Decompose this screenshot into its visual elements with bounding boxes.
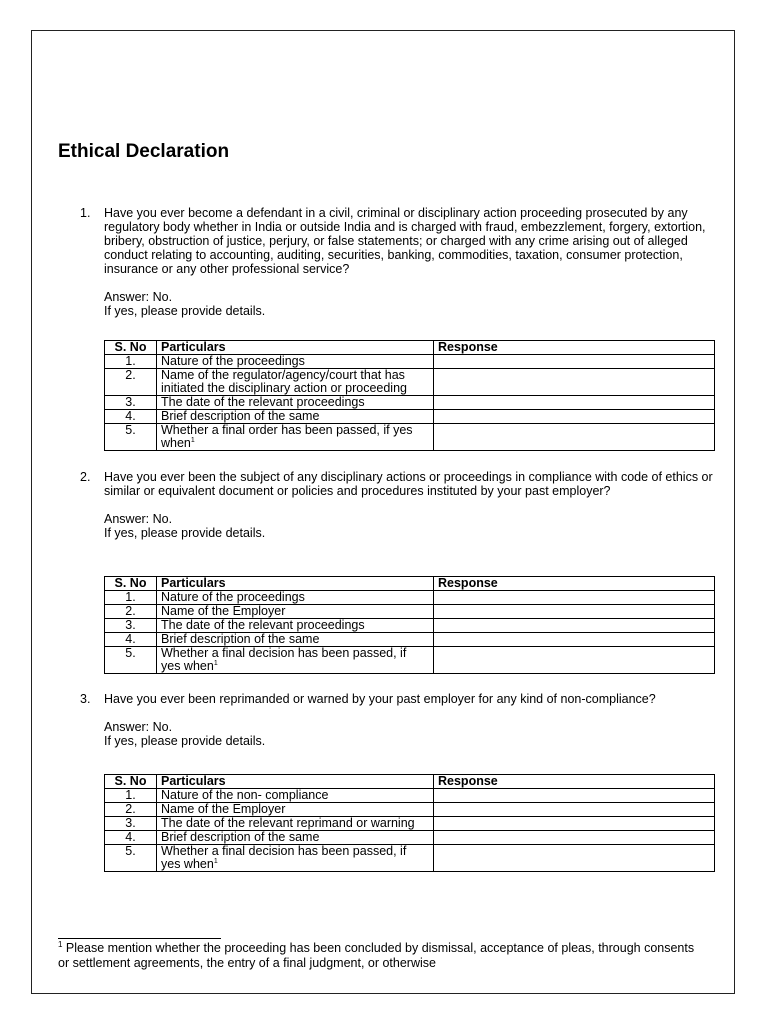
header-response: Response	[434, 341, 715, 355]
row-sno: 5.	[105, 424, 157, 451]
table-row	[105, 831, 715, 845]
row-particular: The date of the relevant reprimand or warning	[157, 817, 434, 831]
row-sno: 3.	[105, 817, 157, 831]
details-table-1	[104, 340, 715, 451]
question-text: Have you ever become a defendant in a civil, criminal or disciplinary action proceeding prosecuted by any regulatory body whether in India or outside India and is charged with fraud, embezzlement, forgery, extortion, bribery, obstruction of justice, perjury, or false statements; or charged with any crime arising out of alleged conduct relating to accounting, auditing, securities, banking, commodities, taxation, consumer protection, insurance or any other professional service?	[104, 206, 706, 276]
header-particulars: Particulars	[157, 775, 434, 789]
response-cell[interactable]	[434, 355, 715, 369]
row-sno: 4.	[105, 633, 157, 647]
row-sno: 2.	[105, 605, 157, 619]
table-row	[105, 605, 715, 619]
response-cell[interactable]	[434, 369, 715, 396]
table-row	[105, 845, 715, 872]
details-table-3	[104, 774, 715, 872]
response-cell[interactable]	[434, 619, 715, 633]
response-cell[interactable]	[434, 591, 715, 605]
row-sno: 2.	[105, 803, 157, 817]
table-header-row	[105, 775, 715, 789]
row-particular: Name of the Employer	[157, 803, 434, 817]
response-cell[interactable]	[434, 647, 715, 674]
table-row	[105, 817, 715, 831]
table-row	[105, 619, 715, 633]
footnote-ref: 1	[213, 857, 218, 865]
table-row	[105, 633, 715, 647]
answer-text: Answer: No.	[104, 290, 173, 304]
response-cell[interactable]	[434, 789, 715, 803]
row-particular: Brief description of the same	[157, 831, 434, 845]
question-number: 3.	[80, 692, 91, 706]
row-particular: Nature of the proceedings	[157, 355, 434, 369]
table-row	[105, 789, 715, 803]
table-row	[105, 803, 715, 817]
row-particular	[157, 424, 434, 451]
footnote-ref: 1	[190, 436, 195, 444]
table-header-row	[105, 577, 715, 591]
row-sno: 2.	[105, 369, 157, 396]
row-particular: Name of the Employer	[157, 605, 434, 619]
row-sno: 5.	[105, 845, 157, 872]
particular-text: Whether a final decision has been passed, if yes when	[161, 646, 407, 673]
table-row	[105, 424, 715, 451]
row-sno: 1.	[105, 355, 157, 369]
header-response: Response	[434, 577, 715, 591]
row-particular	[157, 845, 434, 872]
response-cell[interactable]	[434, 817, 715, 831]
footnote-text: Please mention whether the proceeding has been concluded by dismissal, acceptance of pleas, through consents or settlement agreements, the entry of a final judgment, or otherwise	[58, 941, 695, 970]
details-prompt: If yes, please provide details.	[104, 526, 266, 540]
row-particular: The date of the relevant proceedings	[157, 619, 434, 633]
question-text: Have you ever been the subject of any disciplinary actions or proceedings in compliance with code of ethics or similar or equivalent document or policies and procedures instituted by your past employer?	[104, 470, 713, 498]
details-table-2	[104, 576, 715, 674]
row-particular: Brief description of the same	[157, 633, 434, 647]
header-sno: S. No	[105, 341, 157, 355]
response-cell[interactable]	[434, 605, 715, 619]
row-particular: Nature of the non- compliance	[157, 789, 434, 803]
row-sno: 3.	[105, 396, 157, 410]
header-sno: S. No	[105, 775, 157, 789]
page-title: Ethical Declaration	[58, 141, 230, 162]
answer-block-2	[104, 512, 265, 540]
table-row	[105, 369, 715, 396]
details-prompt: If yes, please provide details.	[104, 734, 266, 748]
table-row	[105, 355, 715, 369]
response-cell[interactable]	[434, 845, 715, 872]
response-cell[interactable]	[434, 396, 715, 410]
response-cell[interactable]	[434, 633, 715, 647]
header-sno: S. No	[105, 577, 157, 591]
row-sno: 5.	[105, 647, 157, 674]
footnote-marker: 1	[58, 939, 63, 949]
row-particular: Brief description of the same	[157, 410, 434, 424]
question-number: 2.	[80, 470, 91, 484]
particular-text: Whether a final order has been passed, if yes when	[161, 423, 413, 450]
response-cell[interactable]	[434, 803, 715, 817]
header-particulars: Particulars	[157, 577, 434, 591]
row-sno: 4.	[105, 831, 157, 845]
table-header-row	[105, 341, 715, 355]
answer-block-1	[104, 290, 265, 318]
row-sno: 1.	[105, 789, 157, 803]
answer-text: Answer: No.	[104, 512, 173, 526]
table-row	[105, 410, 715, 424]
answer-text: Answer: No.	[104, 720, 173, 734]
question-number: 1.	[80, 206, 91, 220]
header-response: Response	[434, 775, 715, 789]
response-cell[interactable]	[434, 424, 715, 451]
row-sno: 4.	[105, 410, 157, 424]
response-cell[interactable]	[434, 831, 715, 845]
table-row	[105, 396, 715, 410]
row-sno: 1.	[105, 591, 157, 605]
footnote-divider	[58, 938, 221, 939]
row-particular: Nature of the proceedings	[157, 591, 434, 605]
table-row	[105, 591, 715, 605]
footnote	[58, 941, 698, 971]
response-cell[interactable]	[434, 410, 715, 424]
row-particular	[157, 647, 434, 674]
row-sno: 3.	[105, 619, 157, 633]
row-particular: The date of the relevant proceedings	[157, 396, 434, 410]
question-text: Have you ever been reprimanded or warned by your past employer for any kind of non-compliance?	[104, 692, 656, 706]
header-particulars: Particulars	[157, 341, 434, 355]
footnote-ref: 1	[213, 659, 218, 667]
particular-text: Whether a final decision has been passed, if yes when	[161, 844, 407, 871]
row-particular: Name of the regulator/agency/court that has initiated the disciplinary action or proceeding	[157, 369, 434, 396]
details-prompt: If yes, please provide details.	[104, 304, 266, 318]
answer-block-3	[104, 720, 265, 748]
table-row	[105, 647, 715, 674]
